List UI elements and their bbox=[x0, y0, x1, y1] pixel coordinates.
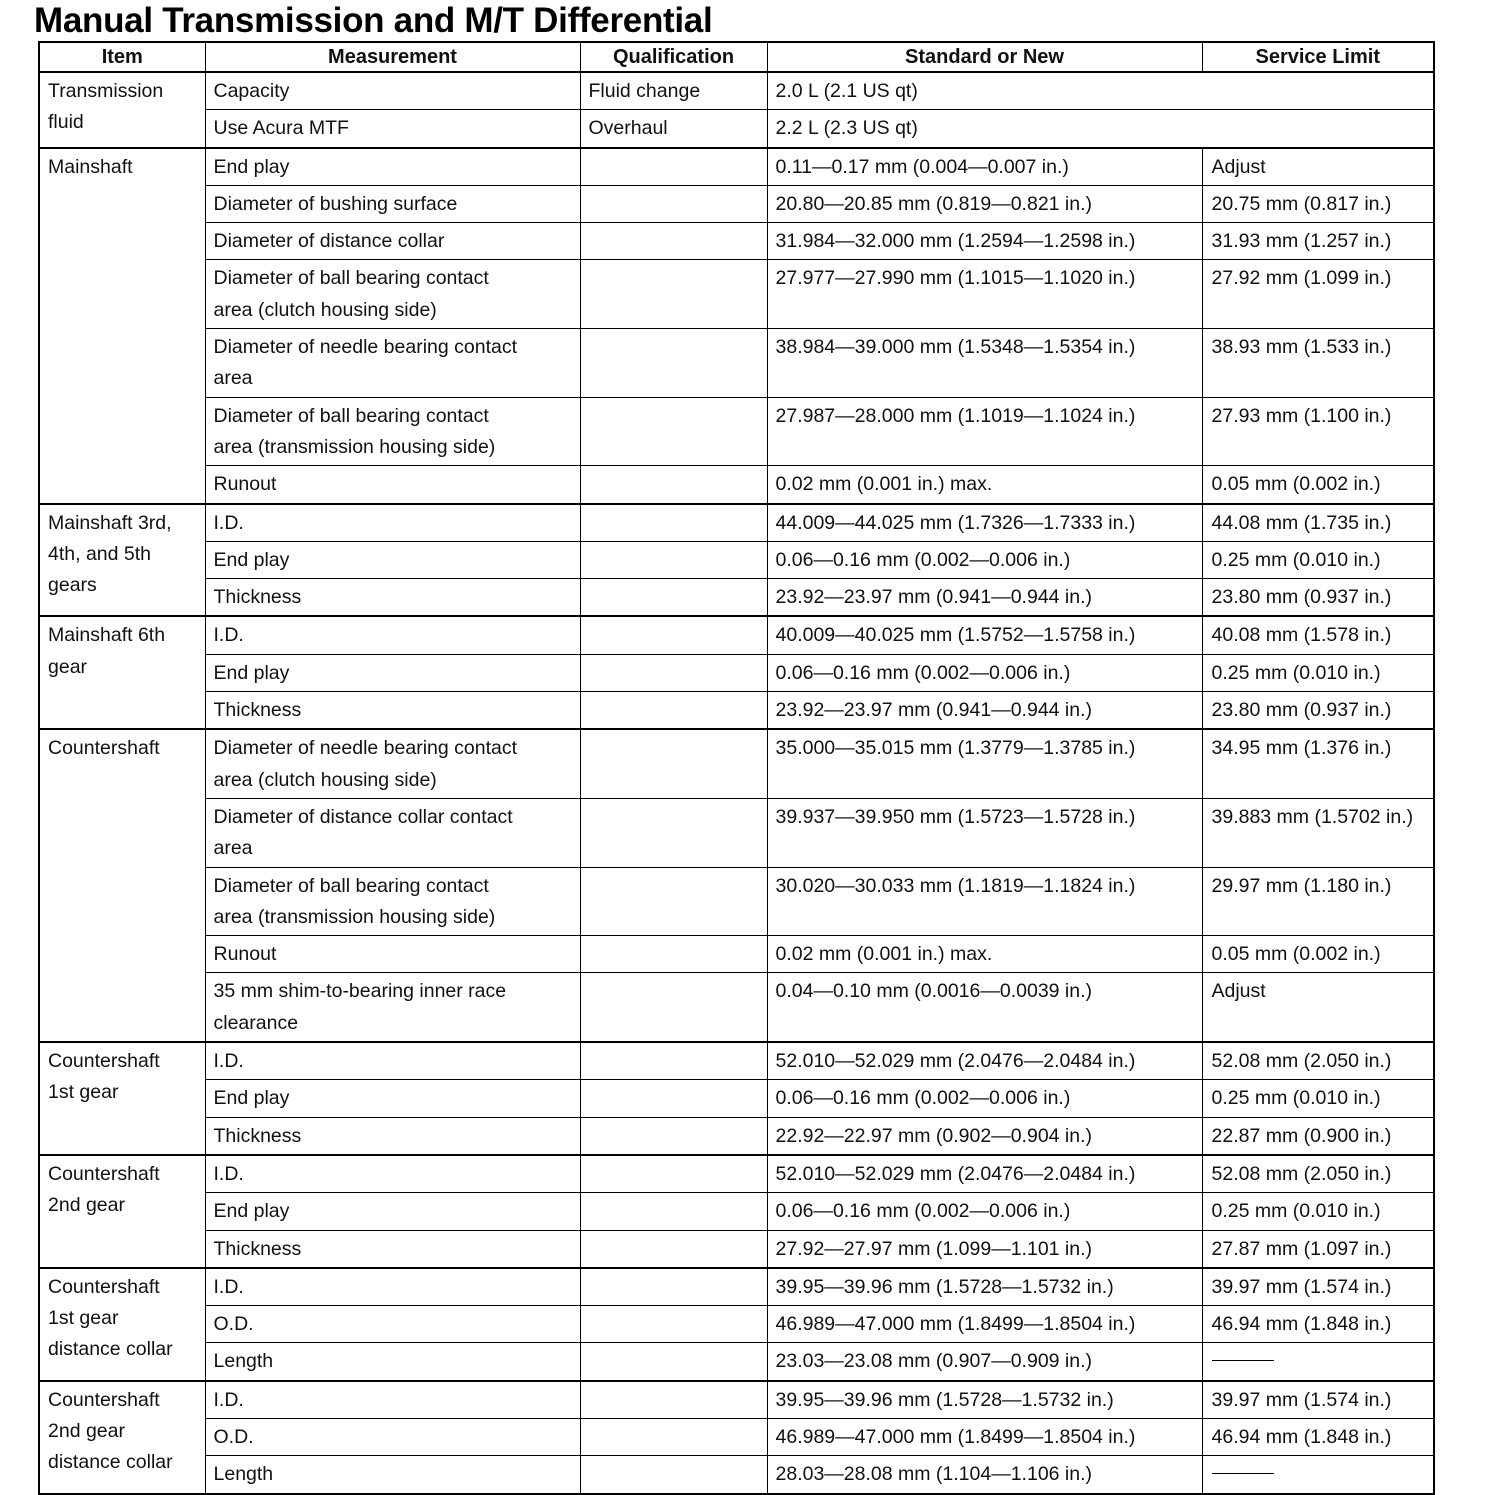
measurement-cell: Runout bbox=[205, 936, 580, 973]
standard-cell: 2.0 L (2.1 US qt) bbox=[767, 72, 1434, 110]
service-limit-cell: 34.95 mm (1.376 in.) bbox=[1202, 729, 1434, 798]
service-limit-cell: Adjust bbox=[1202, 973, 1434, 1042]
measurement-cell: Diameter of needle bearing contact area (clutch housing side) bbox=[205, 729, 580, 798]
header-measurement: Measurement bbox=[205, 42, 580, 72]
table-row bbox=[39, 1080, 1434, 1117]
standard-cell: 0.06—0.16 mm (0.002—0.006 in.) bbox=[767, 1080, 1202, 1117]
measurement-cell: I.D. bbox=[205, 504, 580, 542]
qualification-cell: Overhaul bbox=[580, 110, 767, 148]
qualification-cell bbox=[580, 692, 767, 730]
qualification-cell bbox=[580, 223, 767, 260]
table-row bbox=[39, 1418, 1434, 1455]
item-cell: Countershaft 2nd gear bbox=[39, 1155, 205, 1268]
table-row bbox=[39, 329, 1434, 398]
service-limit-cell: 46.94 mm (1.848 in.) bbox=[1202, 1306, 1434, 1343]
service-limit-cell: 0.25 mm (0.010 in.) bbox=[1202, 1080, 1434, 1117]
table-row bbox=[39, 260, 1434, 329]
measurement-cell: Thickness bbox=[205, 1117, 580, 1155]
item-cell: Transmission fluid bbox=[39, 72, 205, 148]
table-row bbox=[39, 504, 1434, 542]
standard-cell: 27.977—27.990 mm (1.1015—1.1020 in.) bbox=[767, 260, 1202, 329]
measurement-cell: Thickness bbox=[205, 692, 580, 730]
standard-cell: 0.04—0.10 mm (0.0016—0.0039 in.) bbox=[767, 973, 1202, 1042]
qualification-cell bbox=[580, 1268, 767, 1306]
standard-cell: 40.009—40.025 mm (1.5752—1.5758 in.) bbox=[767, 616, 1202, 654]
service-limit-cell bbox=[1202, 1456, 1434, 1494]
measurement-cell: I.D. bbox=[205, 1268, 580, 1306]
table-row bbox=[39, 692, 1434, 730]
measurement-cell: I.D. bbox=[205, 1381, 580, 1419]
qualification-cell bbox=[580, 579, 767, 617]
service-limit-cell: 29.97 mm (1.180 in.) bbox=[1202, 867, 1434, 936]
qualification-cell bbox=[580, 973, 767, 1042]
measurement-cell: Diameter of distance collar bbox=[205, 223, 580, 260]
header-item: Item bbox=[39, 42, 205, 72]
not-applicable-dash bbox=[1212, 1473, 1274, 1474]
service-limit-cell: 52.08 mm (2.050 in.) bbox=[1202, 1155, 1434, 1193]
table-row bbox=[39, 1381, 1434, 1419]
table-row bbox=[39, 1306, 1434, 1343]
qualification-cell bbox=[580, 1343, 767, 1381]
service-limit-cell: 23.80 mm (0.937 in.) bbox=[1202, 579, 1434, 617]
table-row bbox=[39, 148, 1434, 186]
standard-cell: 0.02 mm (0.001 in.) max. bbox=[767, 466, 1202, 504]
standard-cell: 52.010—52.029 mm (2.0476—2.0484 in.) bbox=[767, 1155, 1202, 1193]
table-header-row bbox=[39, 42, 1434, 72]
measurement-cell: End play bbox=[205, 1193, 580, 1230]
measurement-cell: Diameter of ball bearing contact area (clutch housing side) bbox=[205, 260, 580, 329]
measurement-cell: Length bbox=[205, 1456, 580, 1494]
standard-cell: 23.92—23.97 mm (0.941—0.944 in.) bbox=[767, 579, 1202, 617]
table-row bbox=[39, 466, 1434, 504]
service-limit-cell: 22.87 mm (0.900 in.) bbox=[1202, 1117, 1434, 1155]
measurement-cell: Capacity bbox=[205, 72, 580, 110]
standard-cell: 39.95—39.96 mm (1.5728—1.5732 in.) bbox=[767, 1381, 1202, 1419]
item-cell: Countershaft 2nd gear distance collar bbox=[39, 1381, 205, 1494]
measurement-cell: Diameter of bushing surface bbox=[205, 185, 580, 222]
qualification-cell bbox=[580, 1117, 767, 1155]
service-limit-cell: 0.25 mm (0.010 in.) bbox=[1202, 541, 1434, 578]
service-limit-cell: 23.80 mm (0.937 in.) bbox=[1202, 692, 1434, 730]
measurement-cell: Use Acura MTF bbox=[205, 110, 580, 148]
service-limit-cell: 0.25 mm (0.010 in.) bbox=[1202, 654, 1434, 691]
qualification-cell bbox=[580, 466, 767, 504]
measurement-cell: O.D. bbox=[205, 1306, 580, 1343]
measurement-cell: End play bbox=[205, 148, 580, 186]
service-limit-cell: Adjust bbox=[1202, 148, 1434, 186]
service-limit-cell bbox=[1202, 1343, 1434, 1381]
qualification-cell bbox=[580, 504, 767, 542]
service-limit-cell: 39.97 mm (1.574 in.) bbox=[1202, 1381, 1434, 1419]
table-row bbox=[39, 579, 1434, 617]
standard-cell: 30.020—30.033 mm (1.1819—1.1824 in.) bbox=[767, 867, 1202, 936]
item-cell: Countershaft 1st gear bbox=[39, 1042, 205, 1155]
standard-cell: 0.06—0.16 mm (0.002—0.006 in.) bbox=[767, 541, 1202, 578]
standard-cell: 23.03—23.08 mm (0.907—0.909 in.) bbox=[767, 1343, 1202, 1381]
item-cell: Mainshaft bbox=[39, 148, 205, 504]
table-body bbox=[39, 72, 1434, 1494]
item-cell: Mainshaft 3rd, 4th, and 5th gears bbox=[39, 504, 205, 617]
qualification-cell bbox=[580, 329, 767, 398]
measurement-cell: End play bbox=[205, 1080, 580, 1117]
table-row bbox=[39, 185, 1434, 222]
header-service-limit: Service Limit bbox=[1202, 42, 1434, 72]
table-row bbox=[39, 867, 1434, 936]
table-row bbox=[39, 729, 1434, 798]
service-limit-cell: 20.75 mm (0.817 in.) bbox=[1202, 185, 1434, 222]
measurement-cell: 35 mm shim-to-bearing inner race clearance bbox=[205, 973, 580, 1042]
page-title: Manual Transmission and M/T Differential bbox=[34, 1, 713, 40]
header-qualification: Qualification bbox=[580, 42, 767, 72]
standard-cell: 46.989—47.000 mm (1.8499—1.8504 in.) bbox=[767, 1418, 1202, 1455]
service-limit-cell: 39.883 mm (1.5702 in.) bbox=[1202, 798, 1434, 867]
service-limit-cell: 0.25 mm (0.010 in.) bbox=[1202, 1193, 1434, 1230]
qualification-cell bbox=[580, 729, 767, 798]
header-standard: Standard or New bbox=[767, 42, 1202, 72]
qualification-cell bbox=[580, 260, 767, 329]
qualification-cell bbox=[580, 1456, 767, 1494]
qualification-cell bbox=[580, 185, 767, 222]
service-limit-cell: 46.94 mm (1.848 in.) bbox=[1202, 1418, 1434, 1455]
standard-cell: 52.010—52.029 mm (2.0476—2.0484 in.) bbox=[767, 1042, 1202, 1080]
table-row bbox=[39, 936, 1434, 973]
standard-cell: 46.989—47.000 mm (1.8499—1.8504 in.) bbox=[767, 1306, 1202, 1343]
table-row bbox=[39, 654, 1434, 691]
table-row bbox=[39, 72, 1434, 110]
standard-cell: 31.984—32.000 mm (1.2594—1.2598 in.) bbox=[767, 223, 1202, 260]
qualification-cell bbox=[580, 654, 767, 691]
measurement-cell: End play bbox=[205, 541, 580, 578]
service-limit-cell: 40.08 mm (1.578 in.) bbox=[1202, 616, 1434, 654]
qualification-cell bbox=[580, 1418, 767, 1455]
qualification-cell bbox=[580, 1193, 767, 1230]
qualification-cell: Fluid change bbox=[580, 72, 767, 110]
qualification-cell bbox=[580, 936, 767, 973]
service-limit-cell: 31.93 mm (1.257 in.) bbox=[1202, 223, 1434, 260]
standard-cell: 44.009—44.025 mm (1.7326—1.7333 in.) bbox=[767, 504, 1202, 542]
standard-cell: 39.937—39.950 mm (1.5723—1.5728 in.) bbox=[767, 798, 1202, 867]
table-row bbox=[39, 973, 1434, 1042]
measurement-cell: Runout bbox=[205, 466, 580, 504]
qualification-cell bbox=[580, 1381, 767, 1419]
qualification-cell bbox=[580, 1080, 767, 1117]
table-row bbox=[39, 541, 1434, 578]
service-limit-cell: 44.08 mm (1.735 in.) bbox=[1202, 504, 1434, 542]
measurement-cell: Diameter of ball bearing contact area (transmission housing side) bbox=[205, 397, 580, 466]
item-cell: Countershaft 1st gear distance collar bbox=[39, 1268, 205, 1381]
service-limit-cell: 0.05 mm (0.002 in.) bbox=[1202, 466, 1434, 504]
standard-cell: 23.92—23.97 mm (0.941—0.944 in.) bbox=[767, 692, 1202, 730]
qualification-cell bbox=[580, 541, 767, 578]
table-row bbox=[39, 1042, 1434, 1080]
item-cell: Countershaft bbox=[39, 729, 205, 1042]
table-row bbox=[39, 397, 1434, 466]
service-limit-cell: 27.92 mm (1.099 in.) bbox=[1202, 260, 1434, 329]
measurement-cell: Diameter of needle bearing contact area bbox=[205, 329, 580, 398]
table-row bbox=[39, 110, 1434, 148]
qualification-cell bbox=[580, 397, 767, 466]
standard-cell: 38.984—39.000 mm (1.5348—1.5354 in.) bbox=[767, 329, 1202, 398]
qualification-cell bbox=[580, 148, 767, 186]
qualification-cell bbox=[580, 1306, 767, 1343]
measurement-cell: End play bbox=[205, 654, 580, 691]
measurement-cell: Diameter of ball bearing contact area (transmission housing side) bbox=[205, 867, 580, 936]
qualification-cell bbox=[580, 867, 767, 936]
standard-cell: 0.06—0.16 mm (0.002—0.006 in.) bbox=[767, 1193, 1202, 1230]
measurement-cell: O.D. bbox=[205, 1418, 580, 1455]
service-limit-cell: 52.08 mm (2.050 in.) bbox=[1202, 1042, 1434, 1080]
table-row bbox=[39, 1343, 1434, 1381]
measurement-cell: Thickness bbox=[205, 579, 580, 617]
standard-cell: 0.11—0.17 mm (0.004—0.007 in.) bbox=[767, 148, 1202, 186]
measurement-cell: I.D. bbox=[205, 1155, 580, 1193]
table-row bbox=[39, 1268, 1434, 1306]
measurement-cell: Thickness bbox=[205, 1230, 580, 1268]
standard-cell: 35.000—35.015 mm (1.3779—1.3785 in.) bbox=[767, 729, 1202, 798]
table-row bbox=[39, 616, 1434, 654]
specification-table bbox=[38, 41, 1435, 1495]
measurement-cell: I.D. bbox=[205, 1042, 580, 1080]
standard-cell: 27.92—27.97 mm (1.099—1.101 in.) bbox=[767, 1230, 1202, 1268]
standard-cell: 22.92—22.97 mm (0.902—0.904 in.) bbox=[767, 1117, 1202, 1155]
standard-cell: 0.06—0.16 mm (0.002—0.006 in.) bbox=[767, 654, 1202, 691]
measurement-cell: Diameter of distance collar contact area bbox=[205, 798, 580, 867]
item-cell: Mainshaft 6th gear bbox=[39, 616, 205, 729]
service-limit-cell: 0.05 mm (0.002 in.) bbox=[1202, 936, 1434, 973]
measurement-cell: I.D. bbox=[205, 616, 580, 654]
standard-cell: 0.02 mm (0.001 in.) max. bbox=[767, 936, 1202, 973]
table-row bbox=[39, 1456, 1434, 1494]
qualification-cell bbox=[580, 1042, 767, 1080]
qualification-cell bbox=[580, 1230, 767, 1268]
service-limit-cell: 27.93 mm (1.100 in.) bbox=[1202, 397, 1434, 466]
table-row bbox=[39, 1117, 1434, 1155]
table-row bbox=[39, 1230, 1434, 1268]
service-limit-cell: 27.87 mm (1.097 in.) bbox=[1202, 1230, 1434, 1268]
qualification-cell bbox=[580, 1155, 767, 1193]
standard-cell: 2.2 L (2.3 US qt) bbox=[767, 110, 1434, 148]
table-row bbox=[39, 1193, 1434, 1230]
service-limit-cell: 38.93 mm (1.533 in.) bbox=[1202, 329, 1434, 398]
standard-cell: 28.03—28.08 mm (1.104—1.106 in.) bbox=[767, 1456, 1202, 1494]
standard-cell: 27.987—28.000 mm (1.1019—1.1024 in.) bbox=[767, 397, 1202, 466]
measurement-cell: Length bbox=[205, 1343, 580, 1381]
qualification-cell bbox=[580, 616, 767, 654]
standard-cell: 39.95—39.96 mm (1.5728—1.5732 in.) bbox=[767, 1268, 1202, 1306]
table-row bbox=[39, 798, 1434, 867]
qualification-cell bbox=[580, 798, 767, 867]
table-row bbox=[39, 223, 1434, 260]
standard-cell: 20.80—20.85 mm (0.819—0.821 in.) bbox=[767, 185, 1202, 222]
table-row bbox=[39, 1155, 1434, 1193]
service-limit-cell: 39.97 mm (1.574 in.) bbox=[1202, 1268, 1434, 1306]
